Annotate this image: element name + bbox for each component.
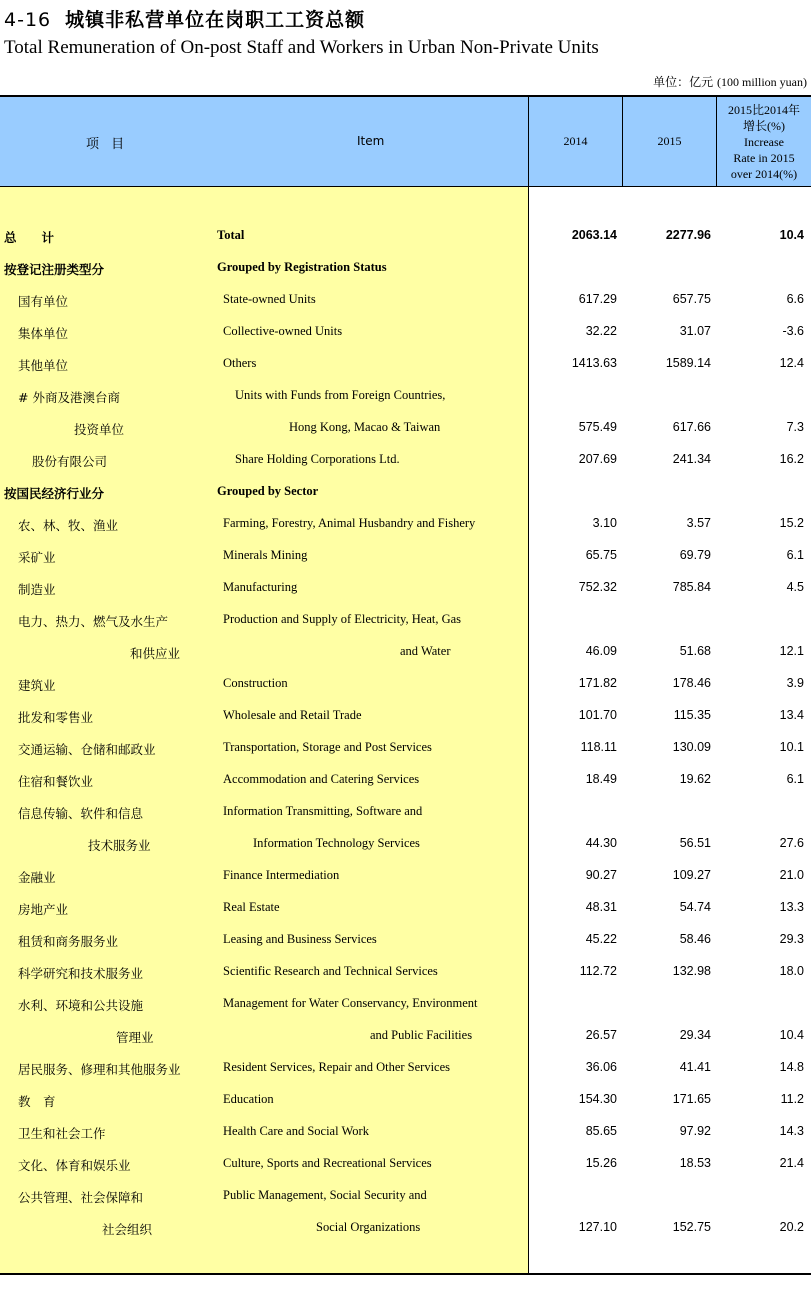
table-row [0,292,811,324]
table-row [0,1092,811,1124]
table-header [0,96,811,186]
value-2014: 18.49 [585,772,617,786]
value-2014: 85.65 [585,1124,617,1138]
table-row [0,1028,811,1060]
row-label-cn: 交通运输、仓储和邮政业 [18,742,156,757]
row-label-cn: 批发和零售业 [18,710,94,725]
value-2014: 32.22 [585,324,617,338]
row-label-cn: 信息传输、软件和信息 [18,806,144,821]
value-2015: 56.51 [679,836,711,850]
value-2014: 65.75 [585,548,617,562]
row-label-en: Others [223,356,257,370]
row-label-cn: 居民服务、修理和其他服务业 [18,1062,181,1077]
value-2015: 97.92 [679,1124,711,1138]
row-label-en: Hong Kong, Macao & Taiwan [289,420,441,434]
row-label-cn: 农、林、牧、渔业 [18,518,119,533]
row-label-cn: 投资单位 [74,422,125,437]
table-row [0,644,811,676]
value-2014: 3.10 [592,516,617,530]
value-2014: 45.22 [585,932,617,946]
value-increase-rate: 14.3 [779,1124,804,1138]
table-row [0,260,811,292]
row-label-cn: 电力、热力、燃气及水生产 [18,614,169,629]
value-2014: 112.72 [579,964,617,978]
row-label-cn: 教 育 [18,1094,56,1109]
table-row [0,612,811,644]
row-label-en: Total [217,228,245,242]
row-label-cn: 房地产业 [18,902,69,917]
value-2015: 130.09 [672,740,711,754]
row-label-cn: 制造业 [18,582,56,597]
value-increase-rate: 7.3 [786,420,804,434]
value-2015: 29.34 [679,1028,711,1042]
value-increase-rate: 13.3 [779,900,804,914]
value-2015: 51.68 [679,644,711,658]
row-label-en: Collective-owned Units [223,324,343,338]
value-increase-rate: 6.1 [786,772,804,786]
row-label-en: Grouped by Registration Status [217,260,387,274]
value-increase-rate: 10.4 [779,1028,804,1042]
table-row [0,1188,811,1220]
header-rate-line2: 增长(%) [742,119,785,133]
value-increase-rate: 27.6 [779,836,804,850]
value-increase-rate: 20.2 [779,1220,804,1234]
row-label-en: Share Holding Corporations Ltd. [235,452,400,466]
value-2015: 152.75 [672,1220,711,1234]
table-row [0,356,811,388]
unit-cn: 单位：亿元 [653,75,714,89]
header-2014: 2014 [528,96,622,186]
header-rate-line4: Rate in 2015 [733,151,795,165]
table-row [0,1220,811,1252]
value-2015: 2277.96 [665,228,711,242]
row-label-en: Management for Water Conservancy, Environment [223,996,478,1010]
value-increase-rate: 16.2 [779,452,804,466]
table-row [0,740,811,772]
row-label-en: Manufacturing [223,580,298,594]
value-2015: 41.41 [679,1060,711,1074]
value-2015: 58.46 [679,932,711,946]
row-label-cn: 科学研究和技术服务业 [18,966,144,981]
row-label-en: and Water [400,644,451,658]
value-increase-rate: 12.1 [779,644,804,658]
value-2014: 101.70 [578,708,617,722]
value-2015: 69.79 [679,548,711,562]
unit-en: (100 million yuan) [717,75,807,89]
row-label-cn: 国有单位 [18,294,69,309]
value-increase-rate: 4.5 [786,580,804,594]
value-2014: 2063.14 [571,228,617,242]
table-row [0,228,811,260]
value-2015: 178.46 [672,676,711,690]
value-2015: 1589.14 [665,356,711,370]
value-2015: 785.84 [672,580,711,594]
value-2014: 127.10 [578,1220,617,1234]
value-2014: 48.31 [585,900,617,914]
table-row [0,932,811,964]
table-row [0,324,811,356]
table-row [0,964,811,996]
value-increase-rate: 13.4 [779,708,804,722]
row-label-en: Social Organizations [316,1220,421,1234]
value-increase-rate: 21.4 [779,1156,804,1170]
row-label-cn: # 外商及港澳台商 [18,390,120,405]
row-label-cn: 其他单位 [18,358,69,373]
row-label-cn: 水利、环境和公共设施 [18,998,144,1013]
value-2015: 31.07 [679,324,711,338]
value-increase-rate: 14.8 [779,1060,804,1074]
row-label-cn: 公共管理、社会保障和 [18,1190,144,1205]
unit-note [653,73,807,90]
header-item-cell [0,96,528,186]
header-rule [0,186,811,187]
row-label-en: Public Management, Social Security and [223,1188,427,1202]
value-2015: 657.75 [672,292,711,306]
row-label-cn: 集体单位 [18,326,69,341]
row-label-en: Accommodation and Catering Services [223,772,420,786]
top-rule [0,95,811,97]
row-label-en: Education [223,1092,274,1106]
header-item-cn: 项 目 [86,137,129,152]
header-2015: 2015 [622,96,716,186]
row-label-cn: 管理业 [116,1030,154,1045]
table-row [0,900,811,932]
row-label-en: and Public Facilities [370,1028,473,1042]
value-increase-rate: 6.1 [786,548,804,562]
table-row [0,388,811,420]
table-title-en: Total Remuneration of On-post Staff and Workers in Urban Non-Private Units [4,37,599,58]
table-number: 4-16 [4,9,52,31]
value-2014: 44.30 [585,836,617,850]
value-2015: 18.53 [679,1156,711,1170]
row-label-cn: 卫生和社会工作 [18,1126,106,1141]
row-label-cn: 和供应业 [130,646,181,661]
row-label-en: Scientific Research and Technical Services [223,964,438,978]
value-increase-rate: 10.1 [779,740,804,754]
value-increase-rate: 21.0 [779,868,804,882]
value-2015: 171.65 [672,1092,711,1106]
row-label-cn: 住宿和餐饮业 [18,774,94,789]
row-label-en: Real Estate [223,900,280,914]
table-row [0,1060,811,1092]
row-label-en: Leasing and Business Services [223,932,377,946]
row-label-en: Grouped by Sector [217,484,319,498]
value-2014: 46.09 [585,644,617,658]
table-row [0,484,811,516]
value-increase-rate: -3.6 [782,324,804,338]
row-label-en: Construction [223,676,288,690]
row-label-cn: 采矿业 [18,550,56,565]
table-row [0,1156,811,1188]
value-increase-rate: 15.2 [779,516,804,530]
value-2015: 54.74 [679,900,711,914]
row-label-en: Minerals Mining [223,548,308,562]
value-2015: 617.66 [672,420,711,434]
table-row [0,420,811,452]
row-label-cn: 金融业 [18,870,56,885]
table-row [0,548,811,580]
value-2014: 1413.63 [571,356,617,370]
value-2014: 15.26 [585,1156,617,1170]
row-label-en: Culture, Sports and Recreational Services [223,1156,432,1170]
table-row [0,580,811,612]
table-row [0,772,811,804]
table-row [0,516,811,548]
value-2015: 3.57 [686,516,711,530]
value-increase-rate: 12.4 [779,356,804,370]
row-label-cn: 建筑业 [18,678,56,693]
row-label-en: Units with Funds from Foreign Countries, [235,388,446,402]
row-label-en: Transportation, Storage and Post Services [223,740,432,754]
table-row [0,708,811,740]
value-increase-rate: 11.2 [780,1092,804,1106]
value-2015: 19.62 [679,772,711,786]
header-rate-line1: 2015比2014年 [727,103,800,117]
value-2014: 36.06 [585,1060,617,1074]
header-rate-line3: Increase [744,135,784,149]
header-rate-line5: over 2014(%) [730,167,798,181]
value-2014: 575.49 [578,420,617,434]
row-label-cn: 文化、体育和娱乐业 [18,1158,131,1173]
value-increase-rate: 29.3 [779,932,804,946]
value-increase-rate: 10.4 [779,228,804,242]
row-label-en: Farming, Forestry, Animal Husbandry and Fishery [223,516,476,530]
row-label-en: Information Technology Services [253,836,420,850]
row-label-cn: 按国民经济行业分 [4,486,105,501]
row-label-en: Resident Services, Repair and Other Services [223,1060,451,1074]
value-2015: 115.35 [673,708,711,722]
value-2014: 207.69 [578,452,617,466]
row-label-en: Production and Supply of Electricity, Heat, Gas [223,612,462,626]
value-2015: 109.27 [672,868,711,882]
value-2014: 154.30 [578,1092,617,1106]
table-row [0,836,811,868]
table-row [0,1124,811,1156]
header-item-en: Item [357,134,385,148]
row-label-en: Health Care and Social Work [223,1124,369,1138]
row-label-cn: 总 计 [4,230,55,245]
table-row [0,676,811,708]
bottom-rule [0,1273,811,1275]
value-2014: 90.27 [585,868,617,882]
table-row [0,996,811,1028]
row-label-en: Finance Intermediation [223,868,340,882]
value-2014: 752.32 [578,580,617,594]
table-row [0,804,811,836]
row-label-en: Wholesale and Retail Trade [223,708,362,722]
title-cn-text: 城镇非私营单位在岗职工工资总额 [65,9,366,31]
row-label-en: State-owned Units [223,292,316,306]
value-2015: 241.34 [672,452,711,466]
value-2014: 26.57 [585,1028,617,1042]
table-row [0,452,811,484]
header-increase-rate [716,96,811,186]
value-increase-rate: 6.6 [786,292,804,306]
value-2014: 171.82 [578,676,617,690]
row-label-en: Information Transmitting, Software and [223,804,423,818]
row-label-cn: 按登记注册类型分 [4,262,105,277]
row-label-cn: 租赁和商务服务业 [18,934,119,949]
value-2014: 118.11 [580,740,617,754]
value-increase-rate: 18.0 [779,964,804,978]
table-title-cn [4,5,365,32]
row-label-cn: 技术服务业 [88,838,151,853]
row-label-cn: 股份有限公司 [32,454,108,469]
value-increase-rate: 3.9 [786,676,804,690]
table-row [0,868,811,900]
row-label-cn: 社会组织 [102,1222,153,1237]
value-2014: 617.29 [578,292,617,306]
value-2015: 132.98 [672,964,711,978]
